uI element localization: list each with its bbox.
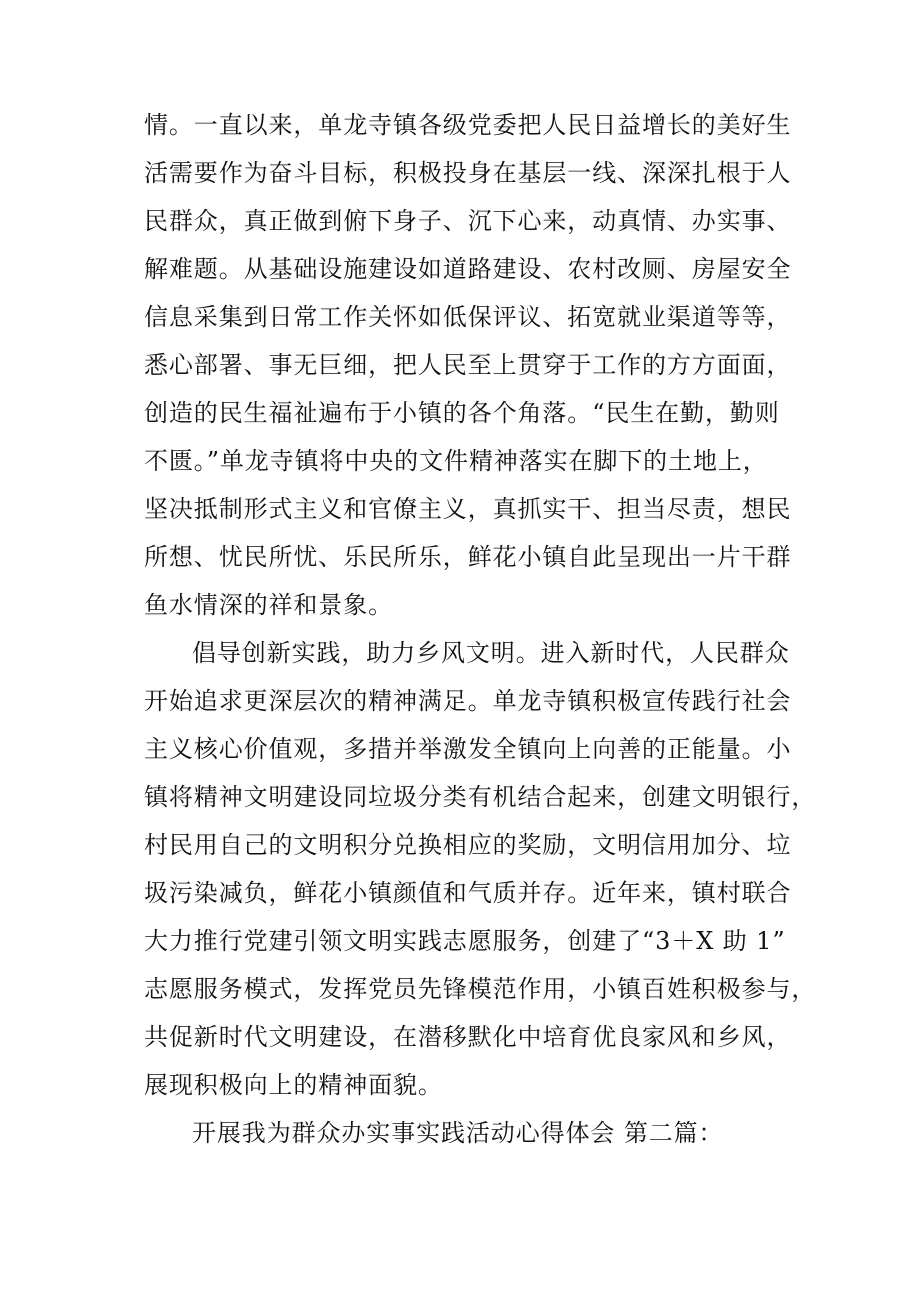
paragraph-line: 情。一直以来，单龙寺镇各级党委把人民日益增长的美好生	[144, 111, 792, 139]
section-heading	[144, 1109, 784, 1157]
paragraph-2	[144, 629, 817, 1109]
paragraph-1	[144, 101, 792, 629]
paragraph-line: 大力推行党建引领文明实践志愿服务，创建了“3＋X 助 1”	[144, 927, 786, 955]
paragraph-line: 圾污染减负，鲜花小镇颜值和气质并存。近年来，镇村联合	[144, 879, 792, 907]
paragraph-line: 悉心部署、事无巨细，把人民至上贯穿于工作的方方面面，	[144, 351, 792, 379]
paragraph-line: 创造的民生福祉遍布于小镇的各个角落。“民生在勤，勤则	[144, 399, 780, 427]
paragraph-line: 镇将精神文明建设同垃圾分类有机结合起来，创建文明银行，	[144, 783, 817, 811]
paragraph-line: 志愿服务模式，发挥党员先锋模范作用，小镇百姓积极参与，	[144, 975, 817, 1003]
paragraph-line: 鱼水情深的祥和景象。	[144, 591, 393, 619]
paragraph-line: 共促新时代文明建设，在潜移默化中培育优良家风和乡风，	[144, 1023, 792, 1051]
paragraph-line: 解难题。从基础设施建设如道路建设、农村改厕、房屋安全	[144, 255, 792, 283]
paragraph-line: 主义核心价值观，多措并举激发全镇向上向善的正能量。小	[144, 735, 792, 763]
paragraph-line: 活需要作为奋斗目标，积极投身在基层一线、深深扎根于人	[144, 159, 792, 187]
paragraph-line: 展现积极向上的精神面貌。	[144, 1071, 443, 1099]
paragraph-line: 民群众，真正做到俯下身子、沉下心来，动真情、办实事、	[144, 207, 792, 235]
paragraph-line: 开始追求更深层次的精神满足。单龙寺镇积极宣传践行社会	[144, 687, 792, 715]
paragraph-line: 所想、忧民所忧、乐民所乐，鲜花小镇自此呈现出一片干群	[144, 543, 792, 571]
section-heading-text: 开展我为群众办实事实践活动心得体会 第二篇：	[192, 1119, 724, 1147]
paragraph-line: 村民用自己的文明积分兑换相应的奖励，文明信用加分、垃	[144, 831, 792, 859]
paragraph-line: 坚决抵制形式主义和官僚主义，真抓实干、担当尽责，想民	[144, 495, 792, 523]
paragraph-line: 不匮。”单龙寺镇将中央的文件精神落实在脚下的土地上，	[144, 447, 768, 475]
document-body	[144, 101, 817, 1157]
paragraph-line: 信息采集到日常工作关怀如低保评议、拓宽就业渠道等等，	[144, 303, 792, 331]
paragraph-line: 倡导创新实践，助力乡风文明。进入新时代，人民群众	[192, 639, 790, 667]
